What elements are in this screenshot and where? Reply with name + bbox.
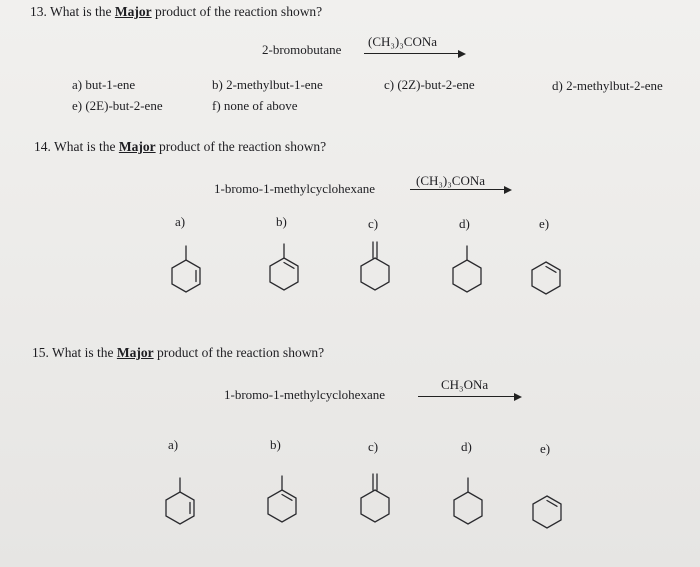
q14-label-d: d) bbox=[459, 216, 470, 231]
cyclohexene-icon[interactable] bbox=[517, 478, 577, 544]
q13-option-e[interactable]: e) (2E)-but-2-ene bbox=[72, 98, 163, 113]
q13-option-c[interactable]: c) (2Z)-but-2-ene bbox=[384, 77, 475, 92]
methylcyclohexene-ring-double-bond-icon[interactable] bbox=[252, 472, 312, 538]
q15-label-a: a) bbox=[168, 437, 179, 452]
q13-option-d[interactable]: d) 2-methylbut-2-ene bbox=[552, 78, 663, 93]
q15-label-d: d) bbox=[461, 439, 472, 454]
q15-reaction-arrow bbox=[418, 396, 520, 397]
q14-emphasis: Major bbox=[118, 139, 156, 154]
q15-text-post: product of the reaction shown? bbox=[153, 345, 325, 360]
q15-text-pre: What is the bbox=[52, 345, 117, 360]
q15-emphasis: Major bbox=[116, 345, 154, 360]
cyclohexene-icon[interactable] bbox=[516, 244, 576, 310]
q13-reagent: (CH₃)₃CONa bbox=[368, 34, 437, 49]
q15-label-c: c) bbox=[368, 439, 379, 454]
methylcyclohexene-ring-double-bond-icon[interactable] bbox=[254, 240, 314, 306]
q15-label-e: e) bbox=[540, 441, 551, 456]
q15-label-b: b) bbox=[270, 437, 281, 452]
q14-reactant: 1-bromo-1-methylcyclohexane bbox=[214, 181, 375, 196]
q15-number: 15. bbox=[32, 345, 49, 360]
q13-reactant: 2-bromobutane bbox=[262, 42, 342, 57]
methylenecyclohexane-icon[interactable] bbox=[345, 238, 405, 304]
q15-question bbox=[32, 345, 324, 360]
q14-label-c: c) bbox=[368, 216, 379, 231]
methylcyclohexene-endocyclic-icon[interactable] bbox=[156, 242, 216, 308]
q15-reactant: 1-bromo-1-methylcyclohexane bbox=[224, 387, 385, 402]
methylenecyclohexane-icon[interactable] bbox=[345, 470, 405, 536]
q14-label-b: b) bbox=[276, 214, 287, 229]
methylcyclohexane-icon[interactable] bbox=[437, 242, 497, 308]
q13-text-pre: What is the bbox=[50, 4, 115, 19]
q14-number: 14. bbox=[34, 139, 51, 154]
q13-reaction-arrow bbox=[364, 53, 464, 54]
q13-question bbox=[30, 4, 322, 19]
q14-reagent: (CH₃)₃CONa bbox=[416, 173, 485, 188]
q15-reagent: CH₃ONa bbox=[441, 377, 489, 392]
q13-number: 13. bbox=[30, 4, 47, 19]
q14-text-post: product of the reaction shown? bbox=[155, 139, 327, 154]
q14-question bbox=[34, 139, 326, 154]
q14-label-a: a) bbox=[175, 214, 186, 229]
q13-emphasis: Major bbox=[114, 4, 152, 19]
methylcyclohexene-endocyclic-icon[interactable] bbox=[150, 474, 210, 540]
q13-option-b[interactable]: b) 2-methylbut-1-ene bbox=[212, 77, 323, 92]
q14-reaction-arrow bbox=[410, 189, 510, 190]
q13-option-a[interactable]: a) but-1-ene bbox=[72, 77, 136, 92]
q14-label-e: e) bbox=[539, 216, 550, 231]
methylcyclohexane-icon[interactable] bbox=[438, 474, 498, 540]
q14-text-pre: What is the bbox=[54, 139, 119, 154]
q13-text-post: product of the reaction shown? bbox=[151, 4, 323, 19]
q13-option-f[interactable]: f) none of above bbox=[212, 98, 298, 113]
